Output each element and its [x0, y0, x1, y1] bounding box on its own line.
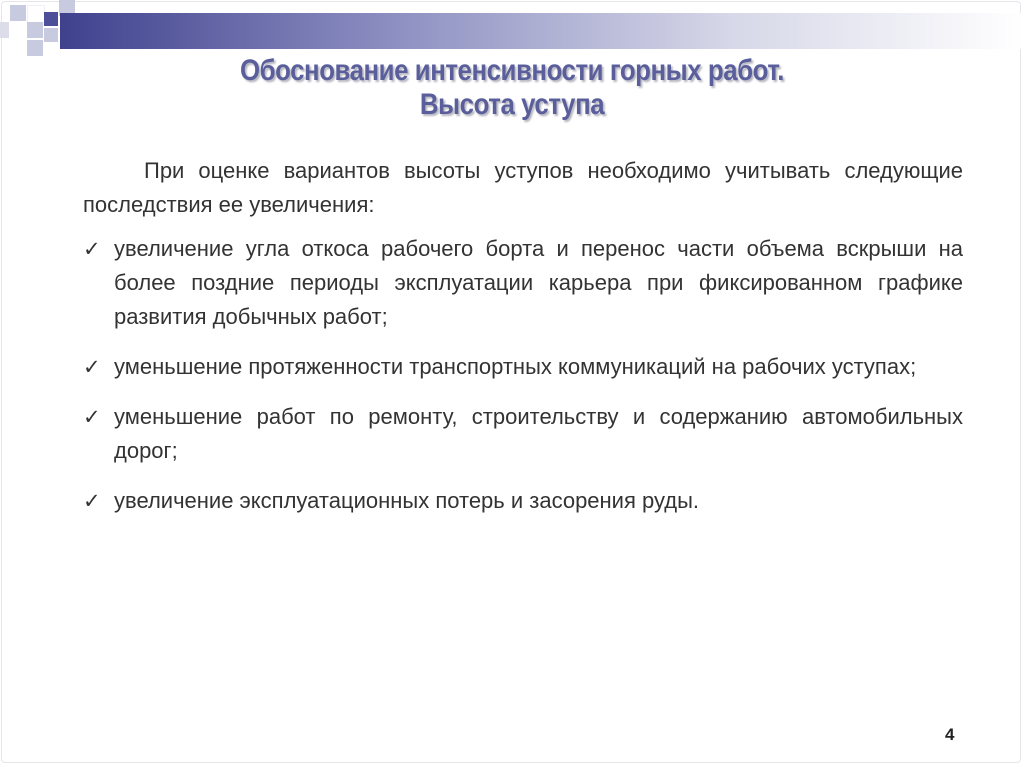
bullet-text: увеличение угла откоса рабочего борта и перенос части объема вскрыши на более поздние периоды эксплуатации карьера при фиксированном графике развития добычных работ;: [114, 236, 963, 329]
list-item: [83, 232, 963, 334]
decor-square: [44, 12, 58, 26]
list-item: [83, 400, 963, 468]
decor-square: [0, 22, 9, 38]
list-item: [83, 350, 963, 384]
decor-square: [10, 5, 26, 21]
header-gradient-bar: [60, 13, 1024, 49]
bullet-text: уменьшение протяженности транспортных коммуникаций на рабочих уступах;: [114, 354, 917, 379]
title-line-2: Высота уступа: [419, 88, 605, 121]
check-icon: ✓: [83, 489, 101, 513]
slide-title: [72, 54, 953, 122]
bullet-text: уменьшение работ по ремонту, строительству и содержанию автомобильных дорог;: [114, 404, 963, 463]
decor-square: [27, 22, 43, 38]
decor-square: [27, 5, 45, 23]
decor-square: [10, 22, 26, 38]
page-number: 4: [945, 725, 955, 744]
list-item: [83, 484, 963, 518]
check-icon: ✓: [83, 237, 101, 261]
bullet-text: увеличение эксплуатационных потерь и засорения руды.: [114, 488, 700, 513]
intro-paragraph: При оценке вариантов высоты уступов необходимо учитывать следующие последствия ее увеличения:: [83, 158, 963, 217]
check-icon: ✓: [83, 405, 101, 429]
decor-square: [27, 40, 43, 56]
title-line-1: Обоснование интенсивности горных работ.: [239, 54, 785, 87]
decor-square: [44, 28, 58, 42]
bullet-list: [83, 232, 963, 518]
check-icon: ✓: [83, 355, 101, 379]
slide-body: [83, 154, 963, 534]
